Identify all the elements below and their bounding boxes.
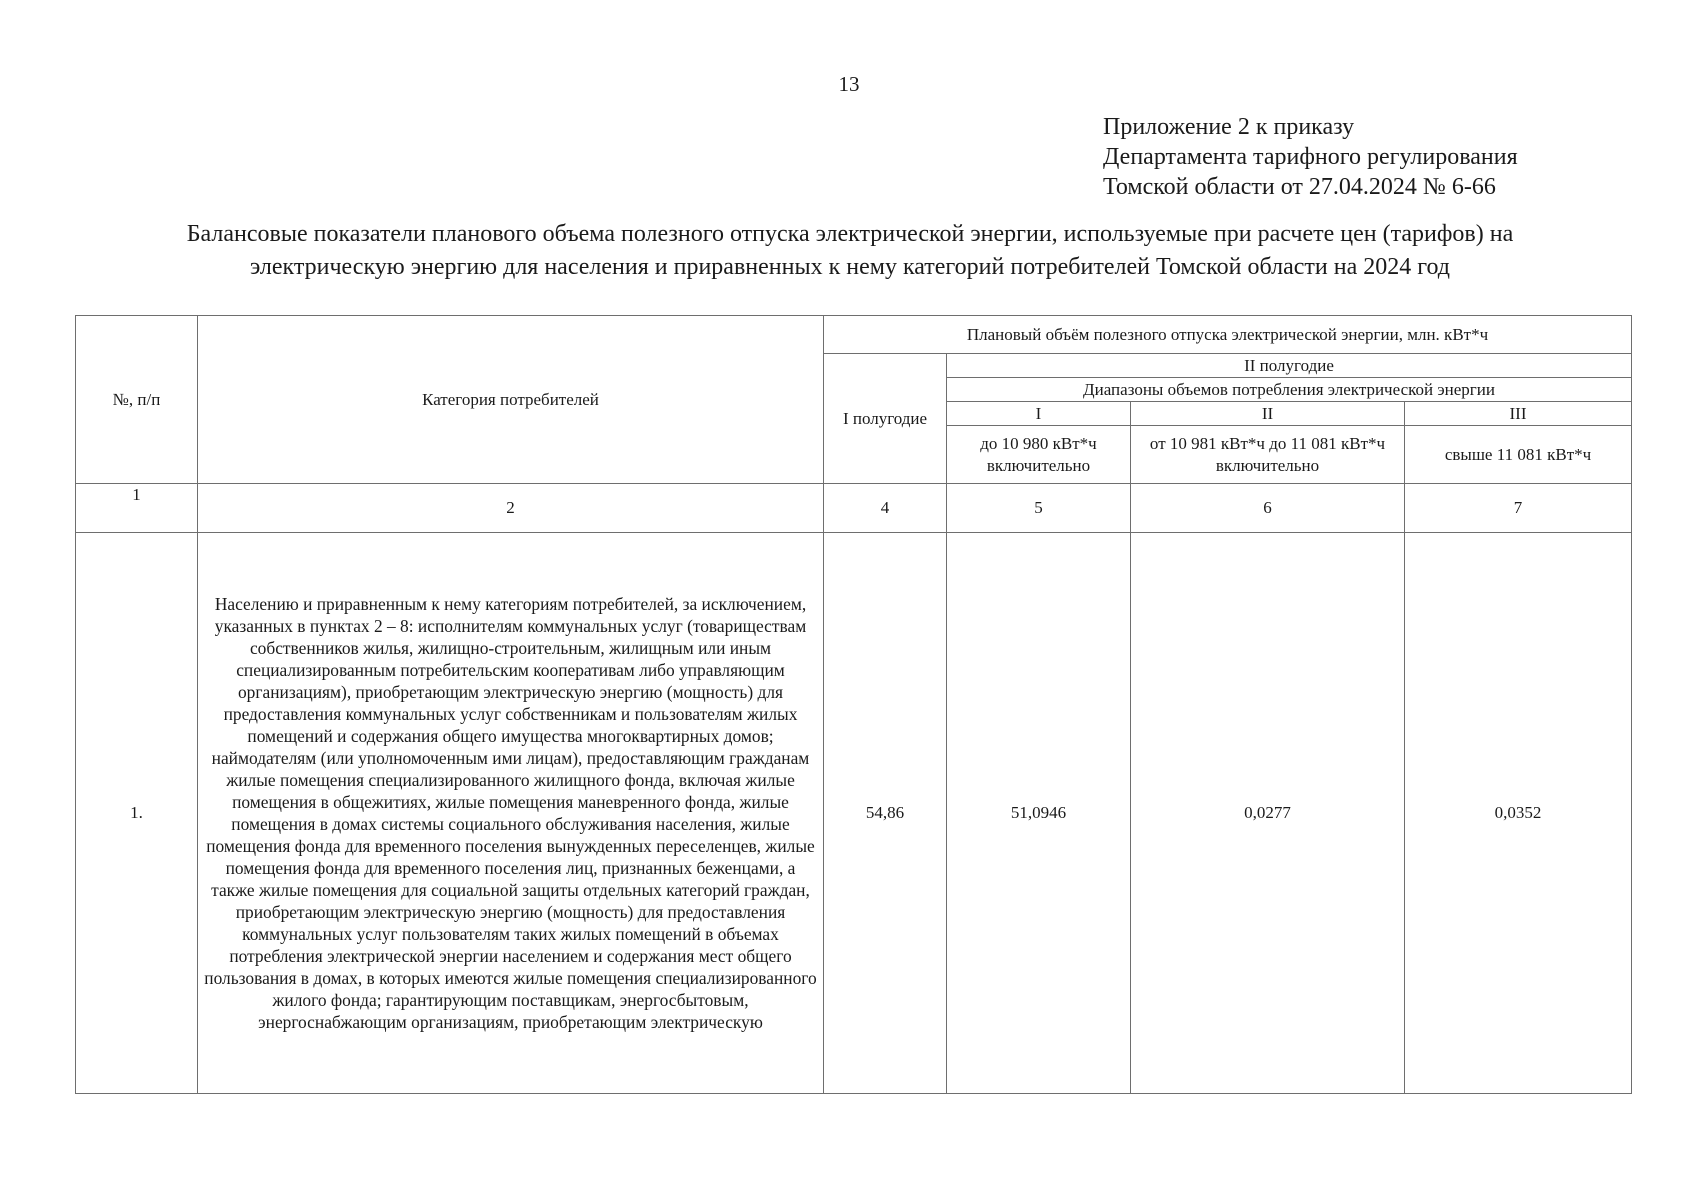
table-row <box>76 533 1632 1094</box>
header-first-half: I полугодие <box>824 354 947 484</box>
header-range-1-desc: до 10 980 кВт*ч включительно <box>947 426 1131 484</box>
row-range-3-value: 0,0352 <box>1405 533 1632 1094</box>
appendix-line-2: Департамента тарифного регулирования <box>1103 144 1518 170</box>
balance-table <box>75 315 1632 1094</box>
column-number: 6 <box>1131 484 1405 533</box>
column-number: 5 <box>947 484 1131 533</box>
column-number: 4 <box>824 484 947 533</box>
header-range-2: II <box>1131 402 1405 426</box>
row-range-2-value: 0,0277 <box>1131 533 1405 1094</box>
row-range-1-value: 51,0946 <box>947 533 1131 1094</box>
column-number-row <box>76 484 1632 533</box>
row-category: Населению и приравненным к нему категориям потребителей, за исключением, указанных в пунктах 2 – 8: исполнителям коммунальных услуг (товариществам собственников жилья, жилищно-строительным, жилищным или иным специализированным потребительским кооперативам либо управляющим организациям), приобретающим электрическую энергию (мощность) для предоставления коммунальных услуг собственникам и пользователям жилых помещений и содержания общего имущества многоквартирных домов; наймодателям (или уполномоченным ими лицам), предоставляющим гражданам жилые помещения специализированного жилищного фонда, включая жилые помещения в общежитиях, жилые помещения маневренного фонда, жилые помещения в домах системы социального обслуживания населения, жилые помещения фонда для временного поселения вынужденных переселенцев, жилые помещения фонда для временного поселения лиц, признанных беженцами, а также жилые помещения для социальной защиты отдельных категорий граждан, приобретающим электрическую энергию (мощность) для предоставления коммунальных услуг пользователям таких жилых помещений в объемах потребления электрической энергии населением и содержания мест общего пользования в домах, в которых имеются жилые помещения специализированного жилого фонда; гарантирующим поставщикам, энергосбытовым, энергоснабжающим организациям, приобретающим электрическую <box>198 533 824 1094</box>
header-range-3-desc: свыше 11 081 кВт*ч <box>1405 426 1632 484</box>
appendix-line-3: Томской области от 27.04.2024 № 6-66 <box>1103 174 1496 200</box>
column-number: 7 <box>1405 484 1632 533</box>
column-number: 1 <box>76 484 198 533</box>
column-number: 2 <box>198 484 824 533</box>
row-number: 1. <box>76 533 198 1094</box>
header-ranges: Диапазоны объемов потребления электрической энергии <box>947 378 1632 402</box>
appendix-reference <box>1103 112 1518 202</box>
header-second-half: II полугодие <box>947 354 1632 378</box>
header-category: Категория потребителей <box>198 316 824 484</box>
header-range-3: III <box>1405 402 1632 426</box>
row-first-half-value: 54,86 <box>824 533 947 1094</box>
appendix-line-1: Приложение 2 к приказу <box>1103 114 1355 140</box>
document-title <box>100 218 1600 284</box>
title-line-2: электрическую энергию для населения и приравненных к нему категорий потребителей Томской области на 2024 год <box>250 254 1450 280</box>
page-number: 13 <box>838 72 860 96</box>
header-number: №, п/п <box>76 316 198 484</box>
header-range-1: I <box>947 402 1131 426</box>
header-planned-volume: Плановый объём полезного отпуска электрической энергии, млн. кВт*ч <box>824 316 1632 354</box>
title-line-1: Балансовые показатели планового объема полезного отпуска электрической энергии, используемые при расчете цен (тарифов) на <box>186 221 1514 247</box>
header-range-2-desc: от 10 981 кВт*ч до 11 081 кВт*ч включительно <box>1131 426 1405 484</box>
